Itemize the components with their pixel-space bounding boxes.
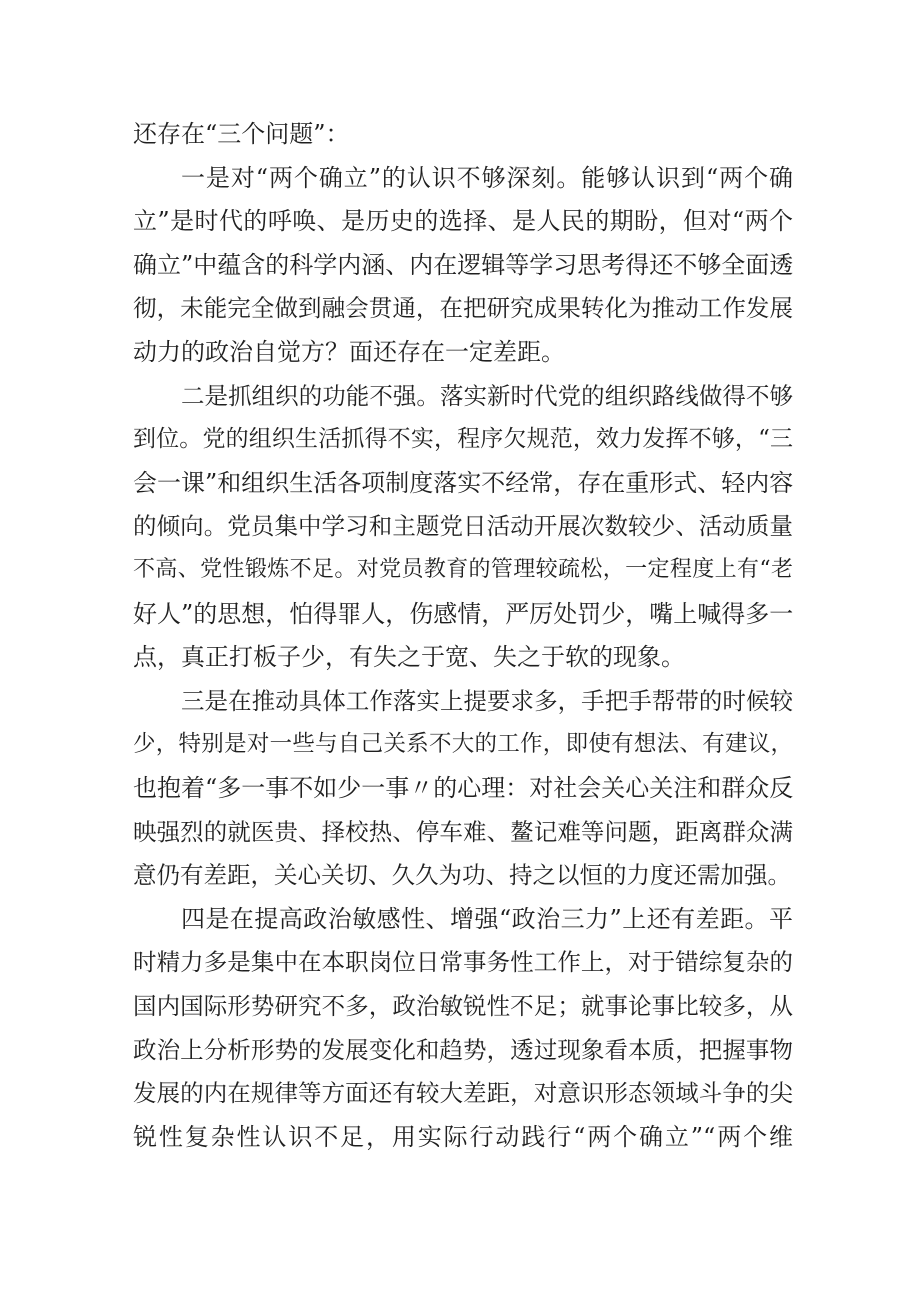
text-line: 三是在推动具体工作落实上提要求多，手把手帮带的时候较 [181, 687, 793, 715]
text-line: 不高、党性锻炼不足。对党员教育的管理较疏松，一定程度上有“老 [133, 557, 793, 582]
text-line: 国内国际形势研究不多，政治敏锐性不足；就事论事比较多，从 [133, 992, 793, 1020]
text-line: 会一课”和组织生活各项制度落实不经常，存在重形式、轻内容 [133, 469, 793, 497]
text-line: 意仍有差距，关心关切、久久为功、持之以恒的力度还需加强。 [133, 861, 791, 889]
text-line: 发展的内在规律等方面还有较大差距，对意识形态领域斗争的尖 [133, 1079, 793, 1107]
text-line: 二是抓组织的功能不强。落实新时代党的组织路线做得不够 [181, 382, 793, 410]
text-line: 锐性复杂性认识不足，用实际行动践行“两个确立”“两个维 [133, 1123, 793, 1151]
text-line: 映强烈的就医贵、择校热、停车难、鳌记难等问题，距离群众满 [133, 818, 793, 846]
text-line: 点，真正打板子少，有失之于宽、失之于软的现象。 [133, 643, 685, 671]
text-line: 确立”中蕴含的科学内涵、内在逻辑等学习思考得还不够全面透 [133, 251, 793, 279]
text-line: 政治上分析形势的发展变化和趋势，透过现象看本质，把握事物 [133, 1036, 793, 1064]
text-line: 的倾向。党员集中学习和主题党日活动开展次数较少、活动质量 [133, 512, 793, 540]
text-line: 立”是时代的呼唤、是历史的选择、是人民的期盼，但对“两个 [133, 207, 793, 235]
text-line: 到位。党的组织生活抓得不实，程序欠规范，效力发挥不够，“三 [133, 426, 793, 452]
text-line: 动力的政治自觉方？面还存在一定差距。 [133, 338, 565, 366]
text-line: 少，特别是对一些与自己关系不大的工作，即使有想法、有建议， [133, 731, 793, 757]
text-line: 时精力多是集中在本职岗位日常事务性工作上，对于错综复杂的 [133, 948, 793, 976]
text-line: 好人”的思想，怕得罪人，伤感情，严厉处罚少，嘴上喊得多一 [133, 600, 793, 628]
text-line: 彻，未能完全做到融会贯通，在把研究成果转化为推动工作发展 [133, 294, 793, 322]
text-line: 四是在提高政治敏感性、增强“政治三力”上还有差距。平 [181, 905, 793, 933]
text-line: 也抱着“多一事不如少一事〃的心理：对社会关心关注和群众反 [133, 774, 793, 802]
text-line: 还存在“三个问题”： [133, 120, 350, 148]
text-line: 一是对“两个确立”的认识不够深刻。能够认识到“两个确 [181, 164, 793, 192]
